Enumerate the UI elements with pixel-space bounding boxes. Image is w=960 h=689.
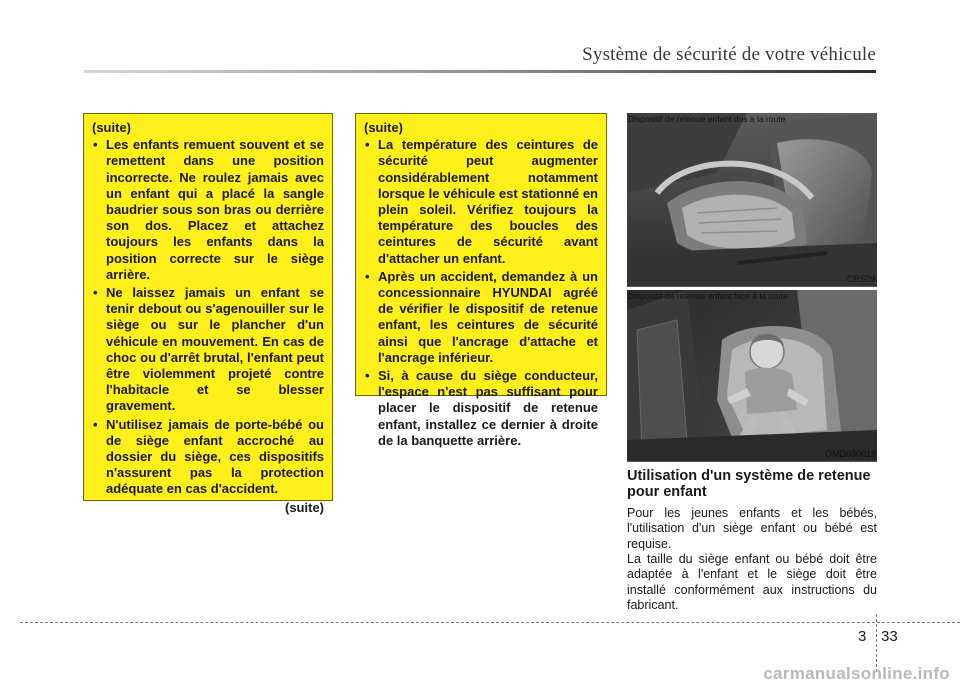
body-paragraph: La taille du siège enfant ou bébé doit être adaptée à l'enfant et le siège doit être installé conformément aux instructions du fabricant.	[627, 552, 877, 613]
continued-end-label: (suite)	[285, 499, 324, 515]
warning-item: • La température des ceintures de sécurité peut augmenter considérablement notamment lorsque le véhicule est stationné en plein soleil. Vérifiez toujours la température des boucles des ceintures de sécurité avant d'attacher un enfant.	[364, 137, 598, 267]
warning-list	[92, 137, 324, 497]
body-paragraph: Pour les jeunes enfants et les bébés, l'utilisation d'un siège enfant ou bébé est requise.	[627, 506, 877, 551]
page-header-title: Système de sécurité de votre véhicule	[582, 44, 876, 65]
photo-rear-facing-seat	[627, 113, 877, 287]
header-rule	[84, 70, 876, 73]
chapter-number: 3	[858, 628, 867, 645]
photo-forward-facing-seat	[627, 290, 877, 462]
warning-item: • Si, à cause du siège conducteur, l'espace n'est pas suffisant pour placer le dispositif de retenue enfant, installez ce dernier à droite de la banquette arrière.	[364, 368, 598, 449]
forward-facing-seat-illustration	[627, 290, 877, 462]
warning-box-left	[83, 113, 333, 515]
photo-caption: Dispositif de retenue enfant face à la route	[628, 291, 788, 301]
photo-code: CRS09	[846, 274, 876, 284]
rear-facing-seat-illustration	[627, 113, 877, 287]
warning-item: • Après un accident, demandez à un concessionnaire HYUNDAI agréé de vérifier le dispositif de retenue enfant, les ceintures de sécurité ainsi que l'ancrage d'attache et l'ancrage inférieur.	[364, 269, 598, 366]
warning-list	[364, 137, 598, 449]
continued-label: (suite)	[364, 120, 403, 135]
footer-rule	[20, 622, 960, 623]
page-number: 33	[881, 628, 898, 645]
warning-item: • N'utilisez jamais de porte-bébé ou de siège enfant accroché au dossier du siège, ces dispositifs n'assurent pas la protection adéquate en cas d'accident.	[92, 417, 324, 498]
warning-box-middle	[355, 113, 607, 448]
photo-caption: Dispositif de retenue enfant dos à la route	[628, 114, 786, 124]
section-heading: Utilisation d'un système de retenue pour enfant	[627, 468, 871, 500]
warning-item: • Les enfants remuent souvent et se remettent dans une position incorrecte. Ne roulez jamais avec un enfant qui a placé la sangle baudrier sous son bras ou derrière son dos. Placez et attachez toujours les enfants dans la position correcte sur le siège arrière.	[92, 137, 324, 283]
continued-label: (suite)	[92, 120, 131, 135]
watermark: carmanualsonline.info	[763, 664, 950, 683]
photo-code: OMD030019	[824, 449, 876, 459]
warning-item: • Ne laissez jamais un enfant se tenir debout ou s'agenouiller sur le siège ou sur le plancher d'un véhicule en mouvement. En cas de choc ou d'arrêt brutal, l'enfant peut être violemment projeté contre l'habitacle et se blesser gravement.	[92, 285, 324, 415]
